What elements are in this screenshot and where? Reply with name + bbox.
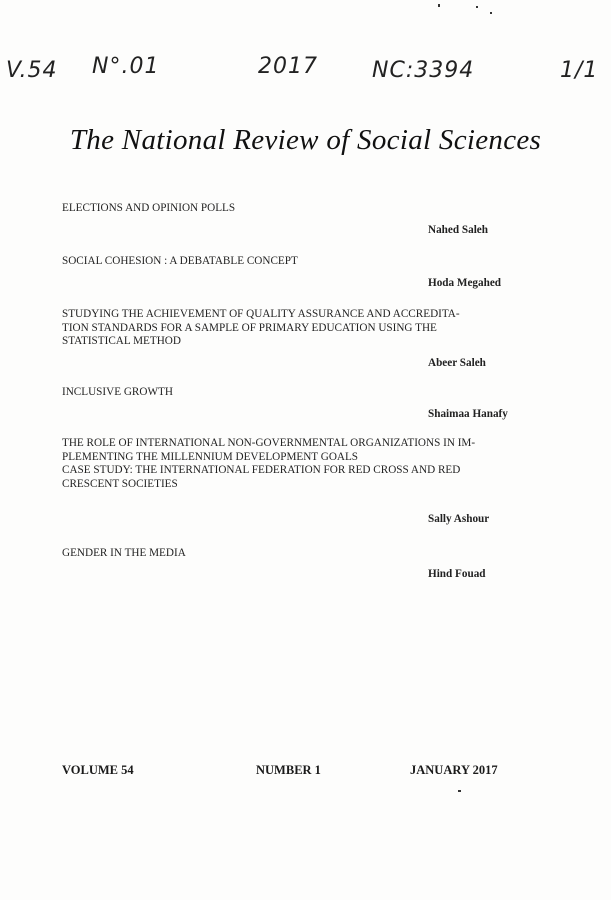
footer-volume: VOLUME 54 [62,763,134,777]
article-author: Sally Ashour [428,513,490,525]
scan-speck [490,12,492,14]
toc-entry [62,255,532,290]
article-title: INCLUSIVE GROWTH [62,386,173,398]
article-author: Hoda Megahed [428,276,502,289]
handwritten-number: N°.01 [92,54,160,79]
toc-entry [62,437,532,527]
scan-speck [476,6,478,8]
handwritten-volume: V.54 [6,58,58,83]
article-author: Hind Fouad [428,568,486,580]
handwritten-page-count: 1/1 [560,58,599,83]
scan-speck [438,4,440,7]
scan-speck [458,790,461,792]
article-title: GENDER IN THE MEDIA [62,546,186,559]
article-title: ELECTIONS AND OPINION POLLS [62,202,236,214]
article-title: THE ROLE OF INTERNATIONAL NON-GOVERNMENTAL ORGANIZATIONS IN IM- PLEMENTING THE MILLENNIUM DEVELOPMENT GOALS CASE STUDY: THE INTERNATIONAL FEDERATION FOR RED CROSS AND RED CRESCENT SOCIETIES [62,437,476,490]
journal-title: The National Review of Social Sciences [69,124,542,156]
toc-entry [62,202,532,237]
footer-number: NUMBER 1 [256,763,321,777]
toc-entry [62,308,532,370]
toc-entry [62,547,532,582]
handwritten-year: 2017 [258,54,318,79]
article-title: STUDYING THE ACHIEVEMENT OF QUALITY ASSURANCE AND ACCREDITA- TION STANDARDS FOR A SAMPLE OF PRIMARY EDUCATION USING THE STATISTICAL METHOD [62,308,460,347]
footer-date: JANUARY 2017 [410,763,498,777]
handwritten-catalog-code: NC:3394 [372,58,475,83]
article-author: Abeer Saleh [428,356,486,369]
toc-entry [62,386,532,421]
table-of-contents [62,202,532,582]
article-title: SOCIAL COHESION : A DEBATABLE CONCEPT [62,255,298,267]
article-author: Nahed Saleh [428,223,488,236]
article-author: Shaimaa Hanafy [428,407,508,420]
